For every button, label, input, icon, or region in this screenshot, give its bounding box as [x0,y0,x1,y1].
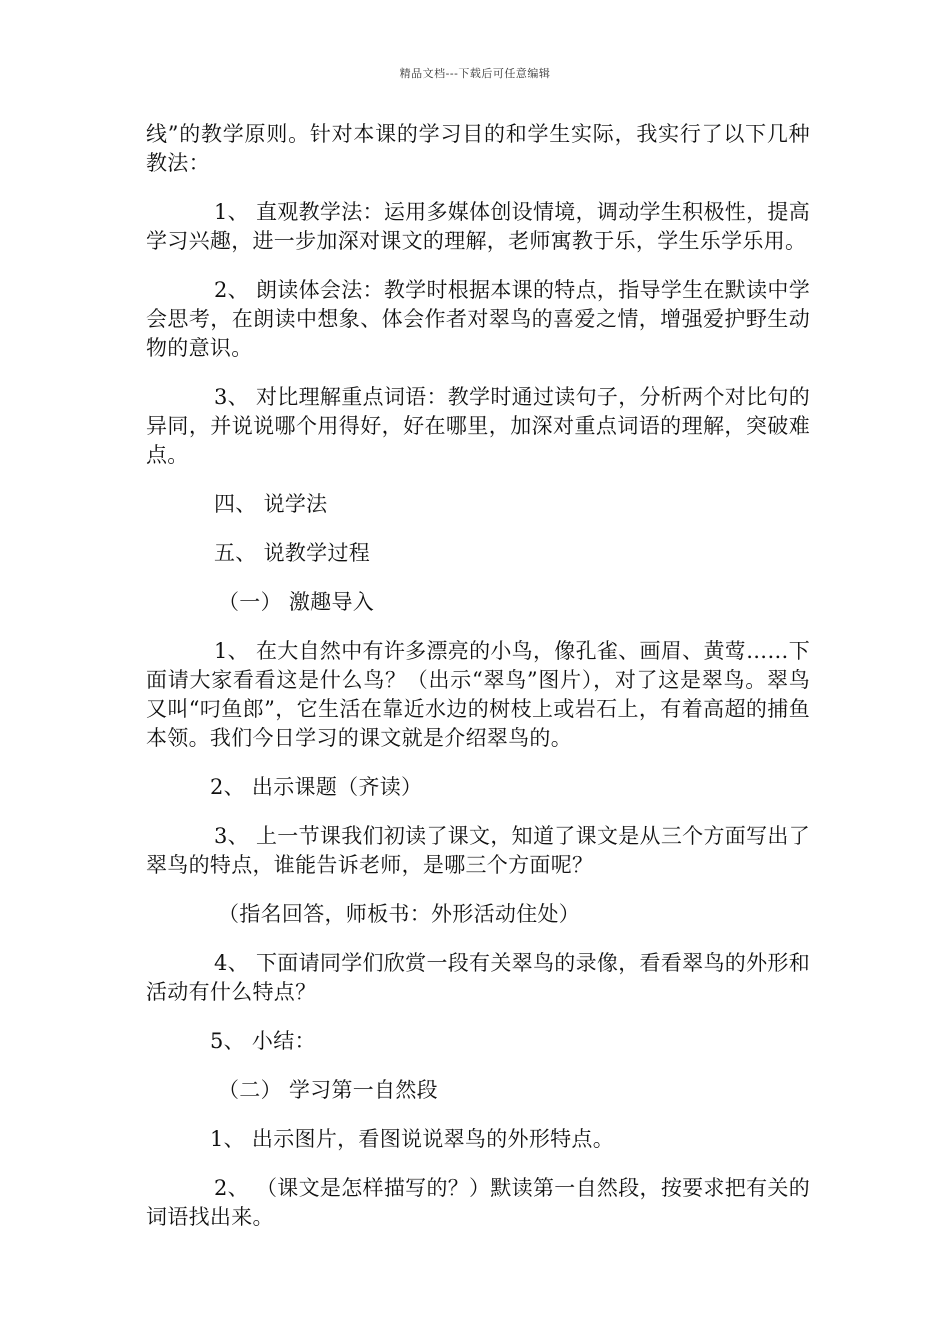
paragraph-step-1: 1、 在大自然中有许多漂亮的小鸟，像孔雀、画眉、黄莺……下面请大家看看这是什么鸟？（出示“翠鸟”图片），对了这是翠鸟。翠鸟又叫“叼鱼郎”，它生活在靠近水边的树枝上或岩石上，有着高超的捕鱼本领。我们今日学习的课文就是介绍翠鸟的。 [146,639,810,750]
paragraph-step-2: 2、 出示课题（齐读） [210,775,423,799]
paragraph-method-2: 2、 朗读体会法：教学时根据本课的特点，指导学生在默读中学会思考，在朗读中想象、体会作者对翠鸟的喜爱之情，增强爱护野生动物的意识。 [146,278,810,360]
paragraph-method-3: 3、 对比理解重点词语：教学时通过读句子，分析两个对比句的异同，并说说哪个用得好，好在哪里，加深对重点词语的理解，突破难点。 [146,385,810,467]
section-heading-teaching-process: 五、 说教学过程 [214,541,371,565]
section-heading-learning-method: 四、 说学法 [214,492,328,516]
paragraph-teaching-principle: 线”的教学原则。针对本课的学习目的和学生实际，我实行了以下几种教法： [146,122,810,175]
paragraph-sub-step-1: 1、 出示图片，看图说说翠鸟的外形特点。 [210,1127,615,1151]
subsection-heading-paragraph-one: （二） 学习第一自然段 [218,1078,438,1102]
subsection-heading-intro: （一） 激趣导入 [218,590,375,614]
paragraph-sub-step-2: 2、 （课文是怎样描写的？）默读第一自然段，按要求把有关的词语找出来。 [146,1176,810,1229]
page-header: 精品文档---下载后可任意编辑 [399,67,551,80]
paragraph-answer-note: （指名回答，师板书：外形活动住处） [218,902,581,926]
paragraph-step-5: 5、 小结： [210,1029,316,1053]
document-body [146,120,810,1232]
paragraph-step-3: 3、 上一节课我们初读了课文，知道了课文是从三个方面写出了翠鸟的特点，谁能告诉老师，是哪三个方面呢？ [146,824,810,877]
paragraph-method-1: 1、 直观教学法：运用多媒体创设情境，调动学生积极性，提高学习兴趣，进一步加深对课文的理解，老师寓教于乐，学生乐学乐用。 [146,200,810,253]
paragraph-step-4: 4、 下面请同学们欣赏一段有关翠鸟的录像，看看翠鸟的外形和活动有什么特点？ [146,951,810,1004]
